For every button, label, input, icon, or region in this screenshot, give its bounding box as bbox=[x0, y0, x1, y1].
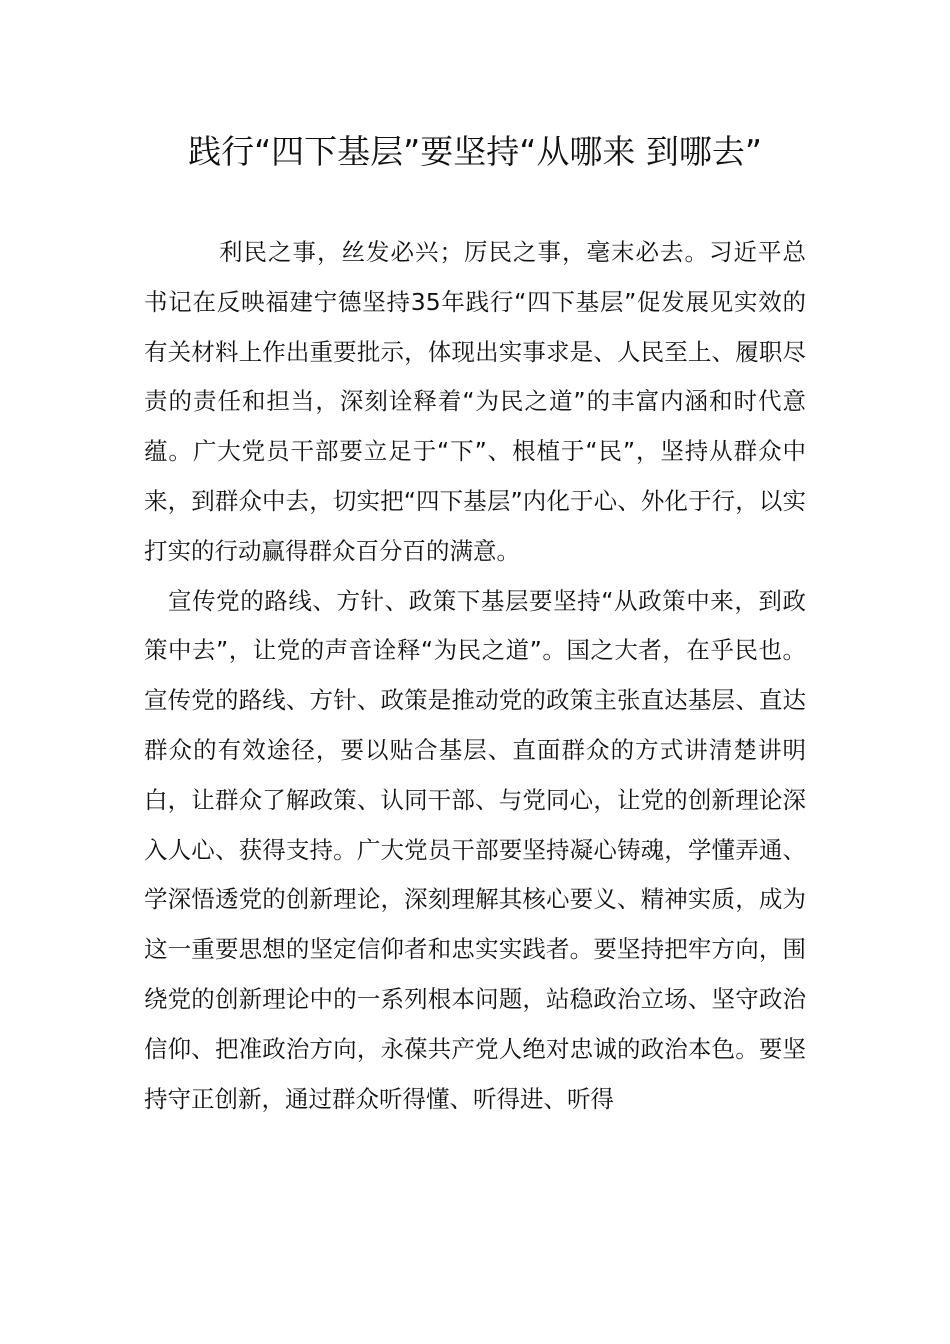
paragraph-1: 利民之事，丝发必兴；厉民之事，毫末必去。习近平总书记在反映福建宁德坚持35年践行“四下基层”促发展见实效的有关材料上作出重要批示，体现出实事求是、人民至上、履职尽责的责任和担当，深刻诠释着“为民之道”的丰富内涵和时代意蕴。广大党员干部要立足于“下”、根植于“民”，坚持从群众中来，到群众中去，切实把“四下基层”内化于心、外化于行，以实打实的行动赢得群众百分百的满意。 bbox=[144, 238, 806, 565]
paragraph-2: 宣传党的路线、方针、政策下基层要坚持“从政策中来，到政策中去”，让党的声音诠释“为民之道”。国之大者，在乎民也。宣传党的路线、方针、政策是推动党的政策主张直达基层、直达群众的有效途径，要以贴合基层、直面群众的方式讲清楚讲明白，让群众了解政策、认同干部、与党同心，让党的创新理论深入人心、获得支持。广大党员干部要坚持凝心铸魂，学懂弄通、学深悟透党的创新理论，深刻理解其核心要义、精神实质，成为这一重要思想的坚定信仰者和忠实实践者。要坚持把牢方向，围绕党的创新理论中的一系列根本问题，站稳政治立场、坚守政治信仰、把准政治方向，永葆共产党人绝对忠诚的政治本色。要坚持守正创新，通过群众听得懂、听得进、听得 bbox=[144, 586, 806, 1113]
document-title: 践行“四下基层”要坚持“从哪来 到哪去” bbox=[188, 132, 762, 171]
document-body bbox=[144, 228, 806, 1124]
